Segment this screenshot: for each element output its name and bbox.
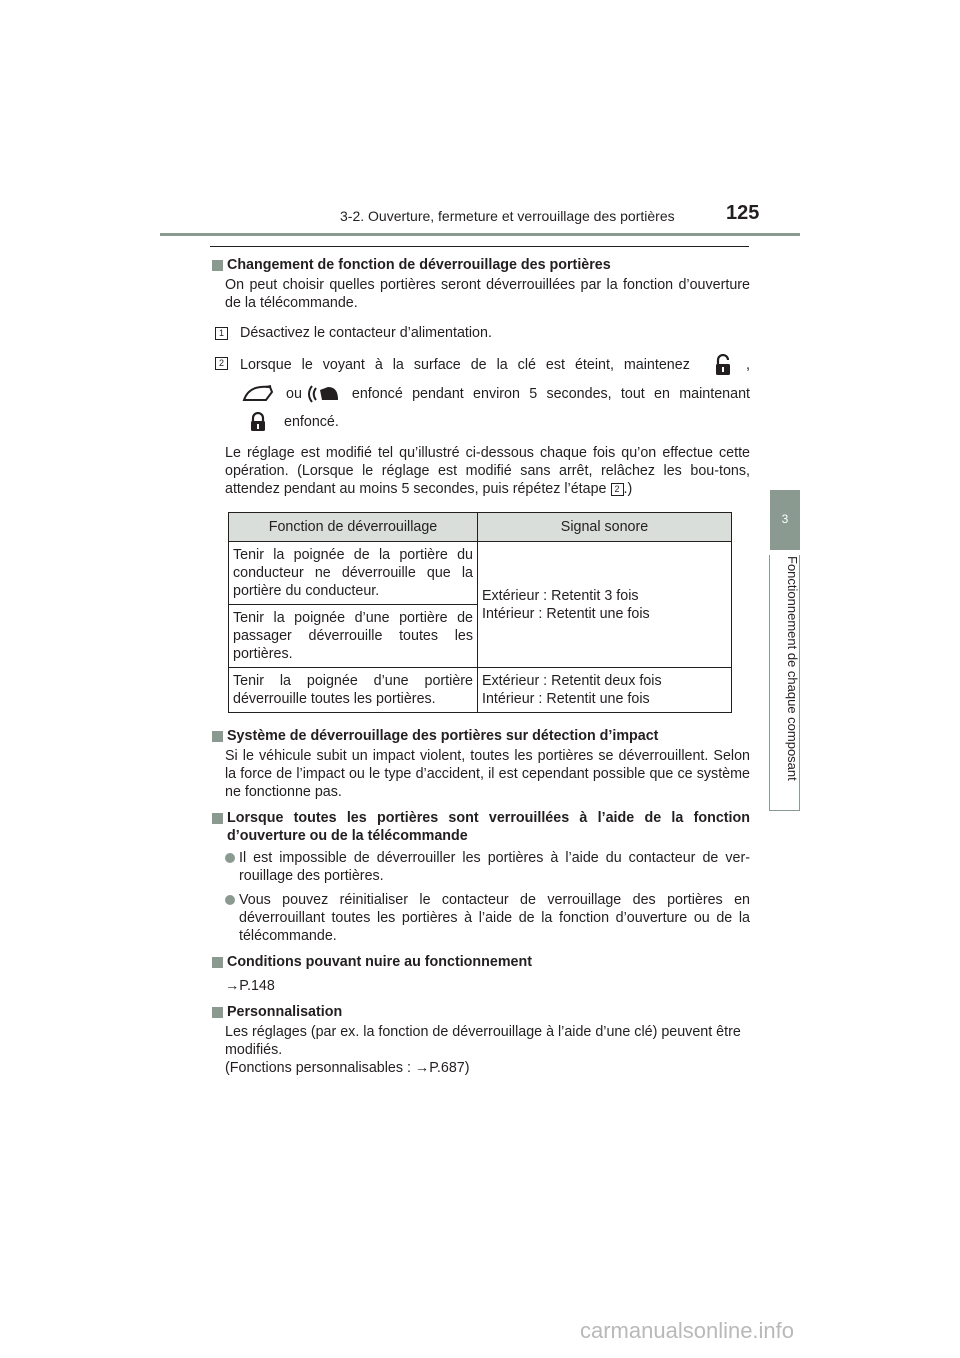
section-heading: Système de déverrouillage des portières sur détection d’impact (210, 727, 750, 745)
section-heading: Conditions pouvant nuire au fonctionnement (210, 953, 750, 971)
step-text: enfoncé. (284, 414, 339, 430)
step-2-icons-2 (250, 412, 750, 432)
chapter-tab (770, 490, 800, 550)
table-cell: Tenir la poignée d’une portière de passager déverrouille toutes les portières. (229, 605, 478, 668)
page-number: 125 (726, 202, 760, 224)
list-item: Vous pouvez réinitialiser le contacteur de verrouillage des portières en déverrouillant toutes les portières à l’aide de la fonction d’ouverture ou de la télécommande. (225, 891, 750, 945)
main-content (210, 256, 750, 1077)
page-reference-link[interactable]: →P.148 (225, 978, 275, 994)
section-text: Si le véhicule subit un impact violent, toutes les portières se déverrouillent. Selon la force de l’impact ou le type d’accident, il est cependant possible que ce système ne fonctionne pas. (225, 748, 750, 800)
square-bullet-icon (212, 813, 223, 824)
section-heading: Personnalisation (210, 1003, 750, 1021)
watermark: carmanualsonline.info (580, 1318, 795, 1343)
step-text-or: ou (286, 386, 302, 402)
table-cell: Tenir la poignée d’une portière déverrouille toutes les portières. (229, 668, 478, 713)
square-bullet-icon (212, 1007, 223, 1018)
step-text: Désactivez le contacteur d’alimentation. (240, 325, 492, 341)
unlock-function-table (228, 512, 732, 713)
table-header: Signal sonore (478, 513, 732, 542)
lock-icon (250, 412, 266, 432)
step-text: enfoncé pendant environ 5 secondes, tout en maintenant (351, 386, 750, 402)
square-bullet-icon (212, 957, 223, 968)
section-heading: Lorsque toutes les portières sont verrouillées à l’aide de la fonction d’ouverture ou de la télécommande (210, 809, 750, 845)
unlock-icon (714, 354, 732, 376)
chapter-number: 3 (781, 512, 789, 526)
step-number: 1 (215, 327, 228, 340)
panic-icon (308, 384, 342, 404)
section-heading: Changement de fonction de déverrouillage des portières (210, 256, 750, 274)
header-rule (160, 233, 800, 236)
square-bullet-icon (212, 731, 223, 742)
step-2 (215, 354, 750, 376)
step-text: Lorsque le voyant à la surface de la clé est éteint, maintenez (240, 357, 690, 373)
chapter-side-label: Fonctionnement de chaque composant (785, 556, 800, 781)
trunk-icon (242, 384, 274, 404)
section-note: Le réglage est modifié tel qu’illustré ci-dessous chaque fois qu’on effectue cette opération. (Lorsque le réglage est modifié sans arrêt, relâchez les bou-tons, attendez pendant au moins 5 secondes, puis répétez l’étape 2 .) (225, 445, 750, 497)
section-text: Les réglages (par ex. la fonction de déverrouillage à l’aide d’une clé) peuvent être modifiés. (225, 1024, 741, 1058)
step-2-icons (242, 384, 750, 404)
table-cell: Tenir la poignée de la portière du conducteur ne déverrouille que la portière du conducteur. (229, 542, 478, 605)
step-text-comma: , (746, 357, 750, 373)
table-cell-signal: Extérieur : Retentit deux fois Intérieur : Retentit une fois (478, 668, 732, 713)
round-bullet-icon (225, 853, 235, 863)
section-rule (210, 246, 749, 247)
step-number: 2 (215, 357, 228, 370)
list-item: Il est impossible de déverrouiller les portières à l’aide du contacteur de ver-rouillage des portières. (225, 849, 750, 885)
header-title: 3-2. Ouverture, fermeture et verrouillage des portières (340, 208, 675, 224)
step-ref-box: 2 (611, 483, 624, 496)
section-intro: On peut choisir quelles portières seront déverrouillées par la fonction d’ouverture de la télécommande. (225, 277, 750, 311)
square-bullet-icon (212, 260, 223, 271)
table-header: Fonction de déverrouillage (229, 513, 478, 542)
section-text: (Fonctions personnalisables : →P.687) (225, 1060, 470, 1076)
step-1 (215, 324, 750, 342)
table-cell-signal: Extérieur : Retentit 3 fois Intérieur : Retentit une fois (478, 542, 732, 668)
round-bullet-icon (225, 895, 235, 905)
